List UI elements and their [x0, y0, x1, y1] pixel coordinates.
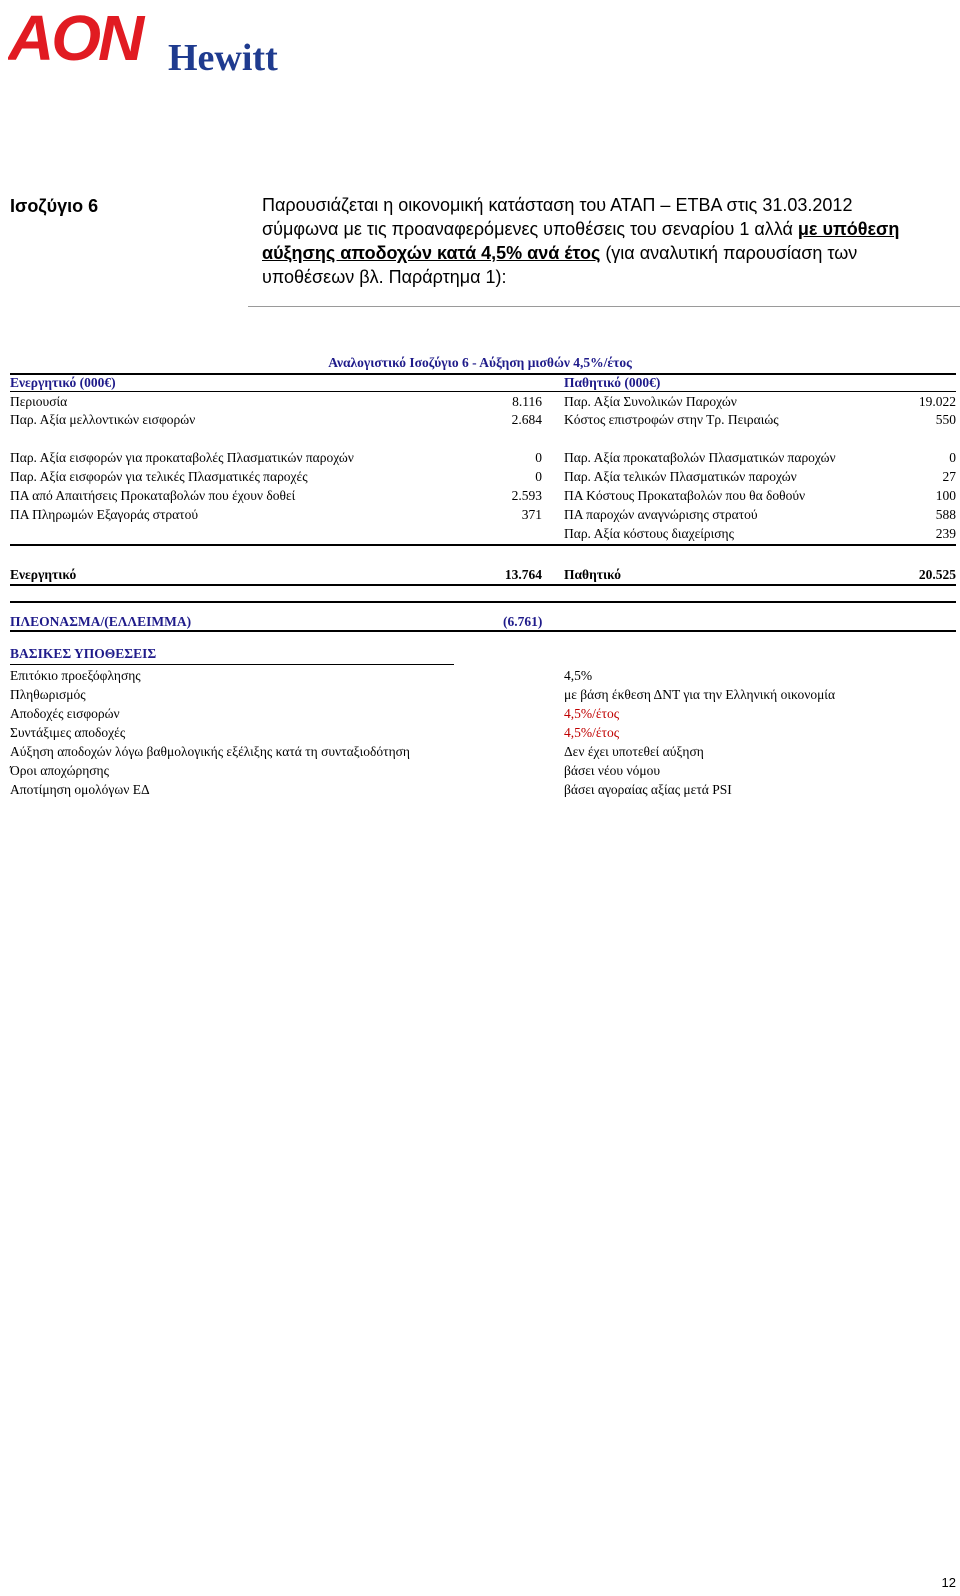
assumptions-title-underline [10, 664, 454, 665]
assumption-row [0, 685, 960, 704]
liability-value: 0 [949, 450, 956, 465]
liabilities-total-value: 20.525 [918, 567, 956, 582]
asset-label: Παρ. Αξία εισφορών για τελικές Πλασματικές παροχές [10, 469, 308, 484]
liabilities-total-label: Παθητικό [564, 567, 622, 582]
assumption-value: 4,5%/έτος [564, 725, 620, 740]
header-rule [10, 391, 956, 392]
assumption-label: Αποδοχές εισφορών [10, 706, 120, 721]
surplus-top-rule [10, 601, 956, 603]
assumption-label: Συντάξιμες αποδοχές [10, 725, 126, 740]
assumption-value: 4,5% [564, 668, 593, 683]
liability-value: 550 [935, 412, 956, 427]
assumption-row [0, 666, 960, 685]
liability-label: Παρ. Αξία Συνολικών Παροχών [564, 394, 737, 409]
asset-value: 2.684 [511, 412, 542, 427]
asset-value: 0 [535, 450, 542, 465]
liability-value: 27 [942, 469, 956, 484]
table-row [0, 393, 960, 411]
table-row [0, 449, 960, 467]
liability-label: Παρ. Αξία προκαταβολών Πλασματικών παροχών [564, 450, 836, 465]
body-bottom-rule [10, 544, 956, 546]
aon-hewitt-logo [8, 4, 278, 74]
asset-label: Παρ. Αξία μελλοντικών εισφορών [10, 412, 196, 427]
surplus-value: (6.761) [503, 614, 543, 629]
intro-text-2: (για αναλυτική παρουσίαση των υποθέσεων βλ. Παράρτημα 1): [262, 243, 858, 287]
assumption-row [0, 761, 960, 780]
intro-divider [248, 306, 960, 307]
assumption-label: Αποτίμηση ομολόγων ΕΔ [10, 782, 150, 797]
intro-emphasis: με υπόθεση αύξησης αποδοχών κατά 4,5% ανά έτος [262, 219, 900, 263]
assets-total-value: 13.764 [504, 567, 542, 582]
logo-hewitt-text: Hewitt [168, 37, 278, 74]
assumption-label: Επιτόκιο προεξόφλησης [10, 668, 141, 683]
liability-value: 239 [935, 526, 956, 541]
asset-value: 8.116 [512, 394, 542, 409]
liability-label: ΠΑ παροχών αναγνώρισης στρατού [564, 507, 758, 522]
section-title: Ισοζύγιο 6 [10, 196, 99, 216]
section-intro [262, 193, 902, 289]
liability-label: Παρ. Αξία τελικών Πλασματικών παροχών [564, 469, 797, 484]
assumption-value: βάσει νέου νόμου [564, 763, 661, 778]
liability-value: 19.022 [918, 394, 956, 409]
asset-value: 0 [535, 469, 542, 484]
table-row [0, 487, 960, 505]
liability-label: ΠΑ Κόστους Προκαταβολών που θα δοθούν [564, 488, 806, 503]
assumption-row [0, 723, 960, 742]
assumption-label: Όροι αποχώρησης [10, 763, 109, 778]
intro-text-1: Παρουσιάζεται η οικονομική κατάσταση του ΑΤΑΠ – ΕΤΒΑ στις 31.03.2012 σύμφωνα με τις προαναφερόμενες υποθέσεις του σεναρίου 1 αλλά [262, 195, 853, 239]
assumptions-title: ΒΑΣΙΚΕΣ ΥΠΟΘΕΣΕΙΣ [10, 646, 157, 661]
table-row [0, 411, 960, 429]
assumption-label: Αύξηση αποδοχών λόγω βαθμολογικής εξέλιξης κατά τη συνταξιοδότηση [10, 744, 410, 759]
logo-aon-text: AON [8, 4, 142, 74]
table-row [0, 468, 960, 486]
surplus-bottom-rule [10, 630, 956, 632]
assumption-label: Πληθωρισμός [10, 687, 86, 702]
asset-label: Περιουσία [10, 394, 68, 409]
table-title: Αναλογιστικό Ισοζύγιο 6 - Αύξηση μισθών 4,5%/έτος [328, 355, 632, 370]
asset-value: 371 [521, 507, 542, 522]
liability-value: 100 [935, 488, 956, 503]
assumption-row [0, 742, 960, 761]
liability-value: 588 [935, 507, 956, 522]
assets-header: Ενεργητικό (000€) [10, 375, 116, 390]
table-row [0, 506, 960, 524]
assumption-row [0, 704, 960, 723]
table-row [0, 525, 960, 543]
page-number: 12 [941, 1575, 956, 1590]
assumption-value: 4,5%/έτος [564, 706, 620, 721]
liabilities-header: Παθητικό (000€) [564, 375, 661, 390]
table-header-row [0, 374, 960, 392]
liability-label: Παρ. Αξία κόστους διαχείρισης [564, 526, 734, 541]
assumption-value: Δεν έχει υποτεθεί αύξηση [564, 744, 704, 759]
asset-label: ΠΑ Πληρωμών Εξαγοράς στρατού [10, 507, 199, 522]
assumption-value: βάσει αγοραίας αξίας μετά PSI [564, 782, 732, 797]
assumption-value: με βάση έκθεση ΔΝΤ για την Ελληνική οικονομία [564, 687, 836, 702]
surplus-label: ΠΛΕΟΝΑΣΜΑ/(ΕΛΛΕΙΜΜΑ) [10, 614, 192, 629]
asset-label: Παρ. Αξία εισφορών για προκαταβολές Πλασματικών παροχών [10, 450, 354, 465]
assumption-row [0, 780, 960, 799]
asset-value: 2.593 [511, 488, 542, 503]
totals-rule [10, 584, 956, 586]
asset-label: ΠΑ από Απαιτήσεις Προκαταβολών που έχουν δοθεί [10, 488, 296, 503]
totals-row [0, 566, 960, 584]
assets-total-label: Ενεργητικό [10, 567, 77, 582]
liability-label: Κόστος επιστροφών στην Τρ. Πειραιώς [564, 412, 779, 427]
